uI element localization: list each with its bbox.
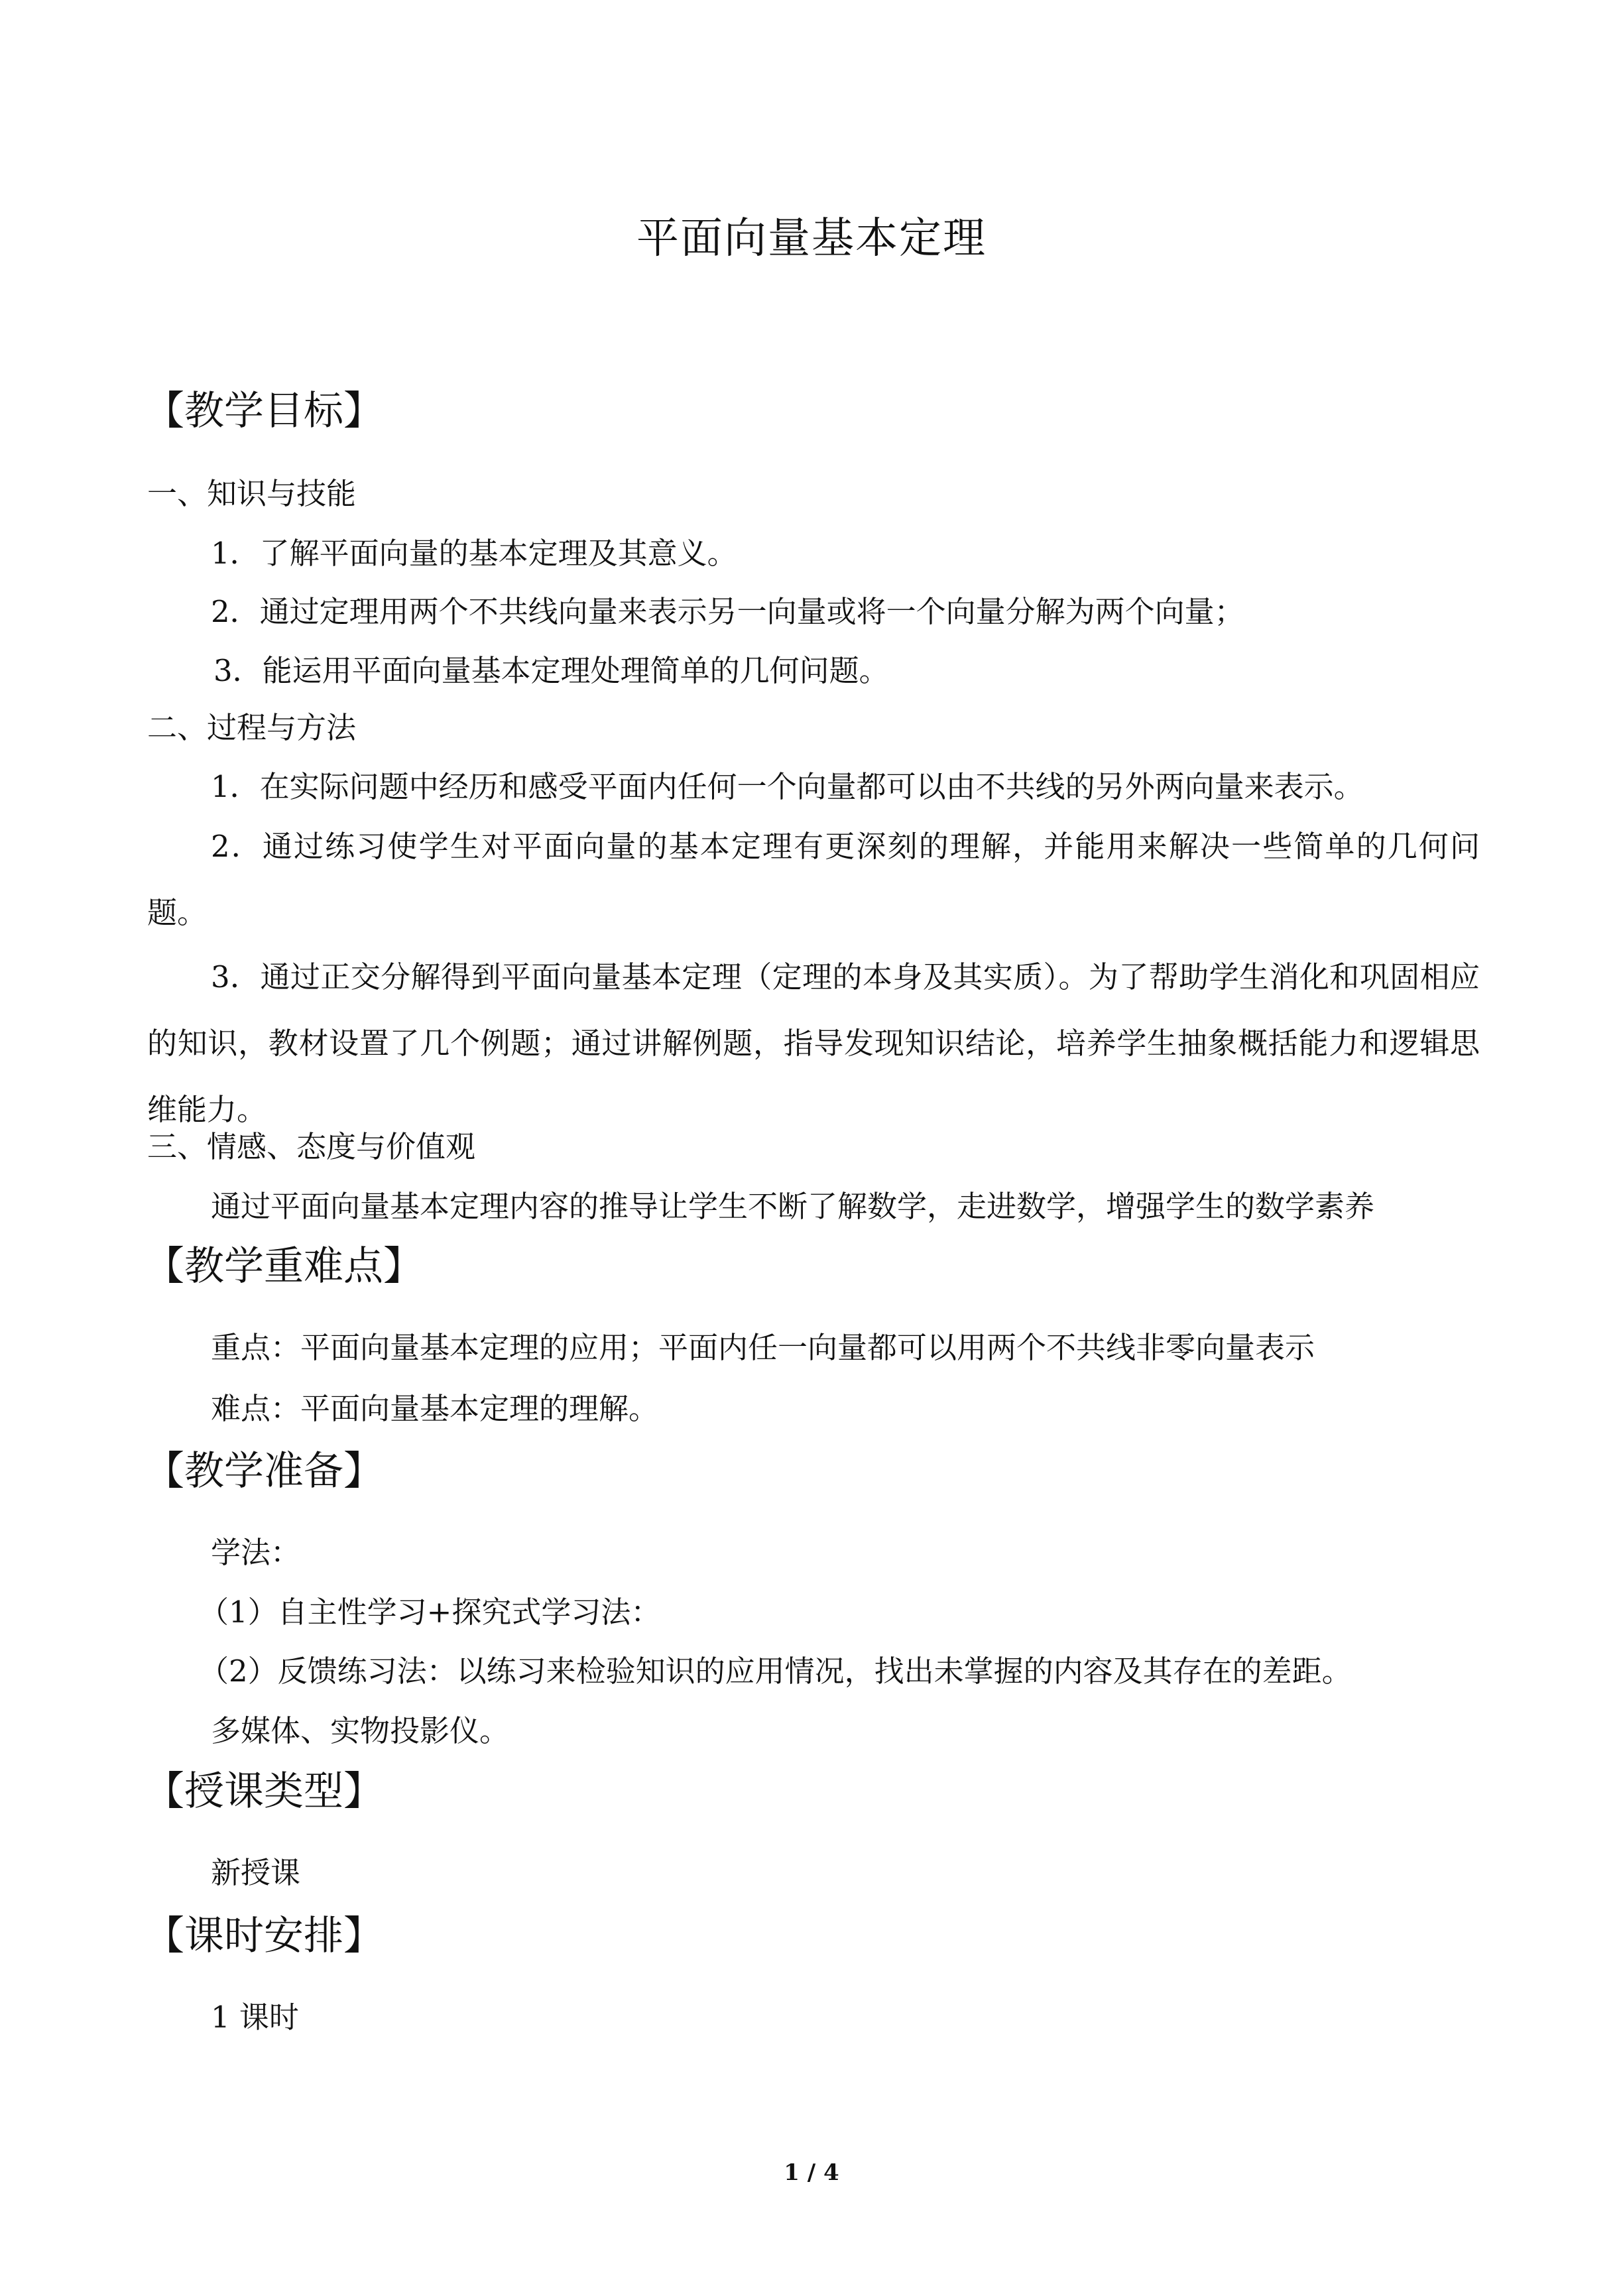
section-heading-objectives: 【教学目标】 [145,388,383,434]
tools-text: 多媒体、实物投影仪。 [211,1713,510,1748]
subsection-label-emotion-values: 三、情感、态度与价值观 [147,1129,476,1164]
subsection-label-process-method: 二、过程与方法 [147,710,357,745]
page-number: 1 / 4 [784,2159,839,2186]
section-heading-key-points: 【教学重难点】 [145,1243,423,1290]
list-item-paragraph: 2．通过练习使学生对平面向量的基本定理有更深刻的理解，并能用来解决一些简单的几何问题。 [147,829,1480,930]
list-item: （2）反馈练习法：以练习来检验知识的应用情况，找出未掌握的内容及其存在的差距。 [199,1654,1352,1689]
list-item: 1．在实际问题中经历和感受平面内任何一个向量都可以由不共线的另外两向量来表示。 [211,769,1364,804]
list-item: 1．了解平面向量的基本定理及其意义。 [211,536,737,571]
section-heading-schedule: 【课时安排】 [145,1913,383,1959]
list-item: 3．能运用平面向量基本定理处理简单的几何问题。 [213,653,889,688]
key-point-difficulty: 难点：平面向量基本定理的理解。 [211,1391,659,1426]
document-title: 平面向量基本定理 [636,214,987,263]
schedule-text: 1 课时 [211,2000,299,2035]
section-heading-lesson-type: 【授课类型】 [145,1768,383,1815]
list-item-paragraph: 3．通过正交分解得到平面向量基本定理（定理的本身及其实质）。为了帮助学生消化和巩固相应的知识，教材设置了几个例题；通过讲解例题，指导发现知识结论，培养学生抽象概括能力和逻辑思维能力。 [147,959,1480,1127]
lesson-type-text: 新授课 [211,1855,301,1890]
list-item: 2．通过定理用两个不共线向量来表示另一向量或将一个向量分解为两个向量； [211,594,1244,629]
method-label: 学法： [211,1535,301,1570]
key-point-focus: 重点：平面向量基本定理的应用；平面内任一向量都可以用两个不共线非零向量表示 [211,1330,1315,1365]
subsection-label-knowledge-skills: 一、知识与技能 [147,476,357,511]
section-heading-preparation: 【教学准备】 [145,1448,383,1494]
list-item: （1）自主性学习+探究式学习法： [199,1595,661,1630]
paragraph: 通过平面向量基本定理内容的推导让学生不断了解数学，走进数学，增强学生的数学素养 [211,1189,1375,1224]
